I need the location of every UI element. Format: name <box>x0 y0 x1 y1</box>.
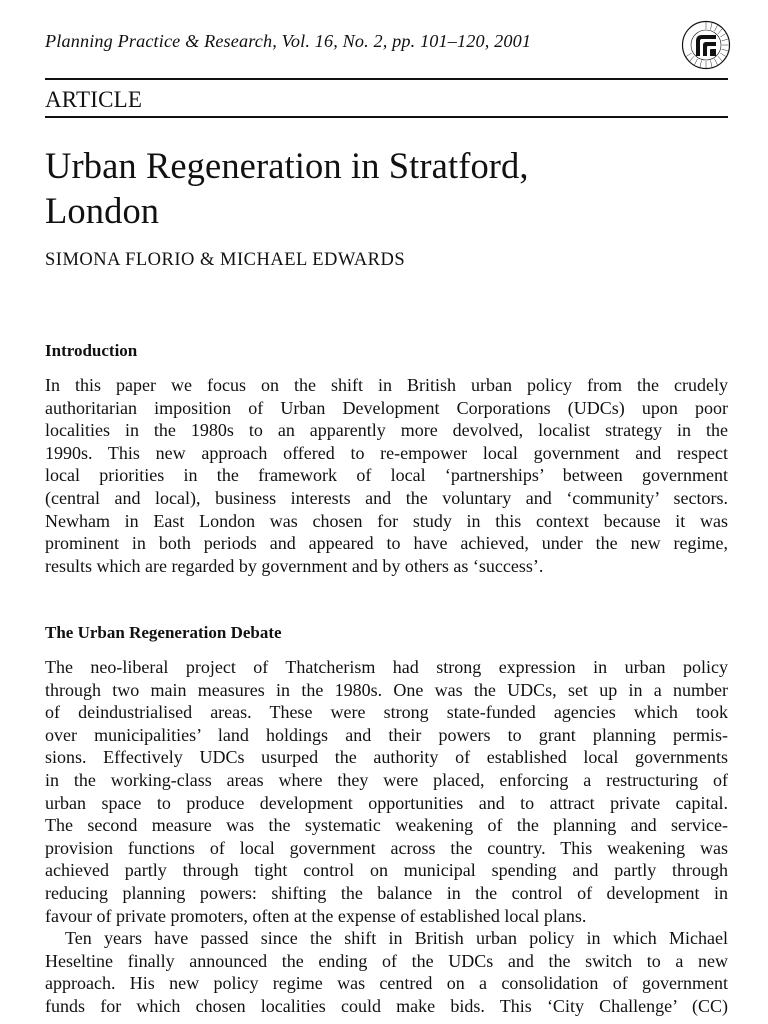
publisher-logo-icon <box>681 20 731 70</box>
header-rule-top <box>45 78 728 80</box>
text-line: prominent in both periods and appeared to have achieved, under the new regime, <box>45 533 728 554</box>
text-line: sions. Effectively UDCs usurped the authority of established local governments <box>45 747 728 768</box>
text-line: in the working-class areas where they were placed, enforcing a restructuring of <box>45 769 728 790</box>
text-line: authoritarian imposition of Urban Development Corporations (UDCs) upon poor <box>45 397 728 418</box>
text-line: through two main measures in the 1980s. One was the UDCs, set up in a number <box>45 679 728 700</box>
paragraph-introduction <box>45 374 728 577</box>
header-rule-bottom <box>45 116 728 118</box>
text-line: reducing planning powers: shifting the balance in the control of development in <box>45 882 728 903</box>
running-head: Planning Practice & Research, Vol. 16, No. 2, pp. 101–120, 2001 <box>45 31 532 51</box>
text-line: provision functions of local government across the country. This weakening was <box>45 837 728 858</box>
article-page <box>45 0 728 1024</box>
text-line: (central and local), business interests and the voluntary and ‘community’ sectors. <box>45 487 728 508</box>
text-line: approach. His new policy regime was centred on a consolidation of government <box>45 973 728 994</box>
article-type-label: ARTICLE <box>45 87 143 112</box>
text-line: urban space to produce development opportunities and to attract private capital. <box>45 792 728 813</box>
text-line: The second measure was the systematic weakening of the planning and service- <box>45 815 728 836</box>
article-title-line: Urban Regeneration in Stratford, <box>45 145 529 186</box>
text-line: 1990s. This new approach offered to re-empower local government and respect <box>45 442 728 463</box>
article-authors: SIMONA FLORIO & MICHAEL EDWARDS <box>45 250 406 270</box>
text-line: local priorities in the framework of local ‘partnerships’ between government <box>45 465 728 486</box>
text-line: funds for which chosen localities could make bids. This ‘City Challenge’ (CC) <box>45 995 728 1016</box>
paragraph-debate-1 <box>45 656 728 927</box>
text-line: Ten years have passed since the shift in British urban policy in which Michael <box>65 928 728 948</box>
section-heading-introduction: Introduction <box>45 341 138 360</box>
article-title <box>45 143 728 233</box>
text-line: achieved partly through tight control on municipal spending and partly through <box>45 860 728 881</box>
text-line: localities in the 1980s to an apparently more devolved, localist strategy in the <box>45 420 728 441</box>
paragraph-debate-2 <box>45 927 728 1017</box>
article-title-line: London <box>45 190 160 231</box>
text-line: results which are regarded by government and by others as ‘success’. <box>45 555 544 576</box>
text-line: The neo-liberal project of Thatcherism had strong expression in urban policy <box>45 657 728 677</box>
text-line: Newham in East London was chosen for study in this context because it was <box>45 510 728 531</box>
text-line: over municipalities’ land holdings and their powers to grant planning permis- <box>45 724 728 745</box>
text-line: In this paper we focus on the shift in British urban policy from the crudely <box>45 375 728 395</box>
text-line: Heseltine finally announced the ending of the UDCs and the switch to a new <box>45 950 728 971</box>
text-line: favour of private promoters, often at the expense of established local plans. <box>45 905 587 926</box>
section-heading-urban-regeneration-debate: The Urban Regeneration Debate <box>45 623 282 642</box>
text-line: of deindustrialised areas. These were strong state-funded agencies which took <box>45 702 728 723</box>
